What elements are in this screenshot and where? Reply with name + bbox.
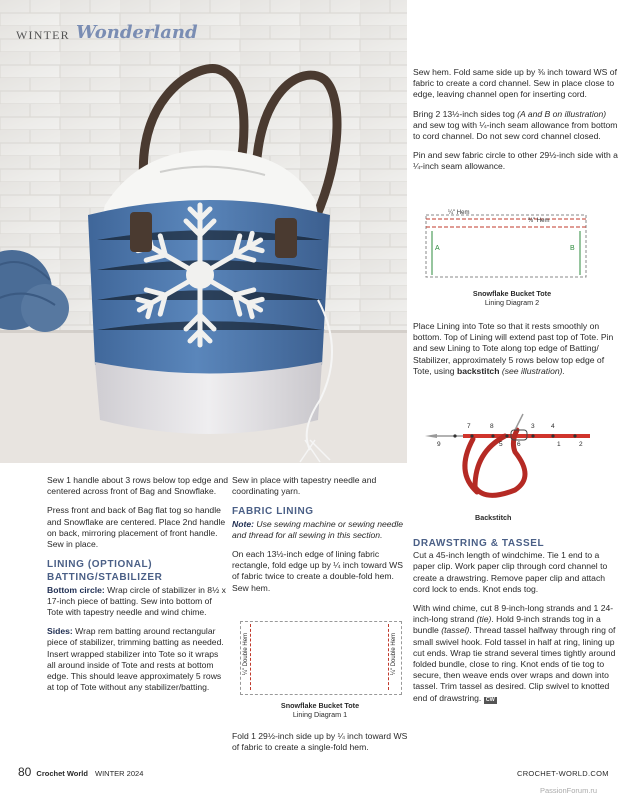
bs-num-7: 7 [467, 423, 471, 430]
para-sew-hem: Sew hem. Fold same side up by ⅜ inch toward WS of fabric to create a cord channel. Sew in place close to edge, leaving channel open for inserting cord. [413, 67, 617, 100]
bs-num-2: 2 [579, 441, 583, 448]
heading-drawstring: DRAWSTRING & TASSEL [413, 538, 545, 549]
para-wind-chime: With wind chime, cut 8 9-inch-long strands and 1 24-inch-long strand (tie). Hold 9-inch strands tog in a bundle (tassel). Thread tassel halfway through ring of small swivel hook. Fold tassel in half at ring, lining up cut ends. Wrap tie strand several times tightly around folded bundle, close to ring. Knot ends of tie tog to secure, then weave ends over wraps and down into tassel. Trim tassel as desired. Clip swivel to knotted end of drawstring. CW [413, 603, 616, 703]
para-place-lining: Place Lining into Tote so that it rests smoothly on bottom. Top of Lining will extend past top of Tote. Pin and sew Lining to Tote along top edge of Batting/ Stabilizer, approximately 5 rows below top edge of Tote, using backstitch (see illustration). [413, 321, 614, 376]
bs-num-3: 3 [531, 423, 535, 430]
header-wonderland: Wonderland [76, 22, 198, 43]
diagram1-line-right [388, 624, 390, 690]
header-winter: WINTER [16, 28, 70, 42]
diagram2-label-a: A [435, 245, 440, 252]
diagram1-title: Snowflake Bucket Tote [280, 701, 360, 710]
para-press-front: Press front and back of Bag flat tog so handle and Snowflake are centered. Place 2nd handle on back, mirroring placement of front handle. Sew in place. [47, 505, 226, 550]
backstitch-caption: Backstitch [475, 513, 512, 522]
bs-num-6: 6 [517, 441, 521, 448]
magazine-name: Crochet World [36, 769, 88, 778]
para-fold-side: Fold 1 29½-inch side up by ¼ inch toward WS of fabric to create a single-fold hem. [232, 731, 408, 753]
right-column-mid [413, 321, 621, 377]
middle-column [232, 475, 408, 594]
para-bottom-circle: Bottom circle: Wrap circle of stabilizer in 8½ x 17-inch piece of batting. Sew into bottom of Tote with tapestry needle and wind chime. [47, 584, 226, 618]
para-cut-length: Cut a 45-inch length of windchime. Tie 1 end to a paper clip. Work paper clip through cord channel to create a drawstring. Remove paper clip and attach cord lock to ends. Knot ends tog. [413, 550, 608, 594]
end-badge: CW [485, 696, 495, 703]
heading-fabric-lining: FABRIC LINING [232, 506, 314, 518]
backstitch-diagram [415, 392, 620, 527]
diagram2-hem2: ⅜" Hem [528, 218, 550, 224]
para-sides: Sides: Wrap rem batting around rectangular piece of stabilizer, trimming batting as needed. Insert wrapped stabilizer into Tote so it wraps all around inside of Tote and rests at bottom edge. This should leave approximately 5 rows at top of Tote without any stabilizer/batting. [47, 626, 224, 693]
heading-batting: BATTING/STABILIZER [47, 572, 163, 584]
right-column-bottom [413, 538, 621, 704]
bs-num-9: 9 [437, 441, 441, 448]
bs-num-4: 4 [551, 423, 555, 430]
diagram1-line-left [250, 624, 252, 690]
para-pin-sew: Pin and sew fabric circle to other 29½-inch side with a ¼-inch seam allowance. [413, 150, 618, 172]
bs-num-5: 5 [499, 441, 503, 448]
lining-diagram-1 [240, 621, 405, 721]
site-url: CROCHET-WORLD.COM [517, 769, 609, 778]
issue-date: WINTER 2024 [95, 769, 144, 778]
para-bring-sides: Bring 2 13½-inch sides tog (A and B on illustration) and sew tog with ¼-inch seam allowance from bottom to cord channel. Do not sew cord channel closed. [413, 108, 618, 142]
watermark: PassionForum.ru [540, 786, 598, 795]
right-column-top [413, 67, 621, 173]
left-column [47, 475, 229, 693]
diagram1-rect [240, 621, 402, 695]
footer-left [18, 765, 143, 779]
lining-diagram-2-drawing [418, 205, 618, 290]
page-number: 80 [18, 765, 32, 779]
diagram1-subtitle: Lining Diagram 1 [292, 710, 348, 719]
diagram1-hem-left: ¼" Double Hem [243, 632, 249, 676]
diagram1-hem-right: ¼" Double Hem [391, 632, 397, 676]
backstitch-drawing [415, 392, 620, 512]
bs-num-1: 1 [557, 441, 561, 448]
middle-column-bottom [232, 731, 408, 753]
diagram2-subtitle: Lining Diagram 2 [484, 298, 540, 307]
diagram2-label-b: B [570, 245, 575, 252]
bs-num-8: 8 [490, 423, 494, 430]
tote-bag-photo [0, 0, 407, 463]
para-note: Note: Use sewing machine or sewing needle and thread for all sewing in this section. [232, 518, 404, 540]
heading-lining: LINING (OPTIONAL) [47, 559, 153, 571]
diagram2-hem1: ¼" Hem [448, 210, 470, 216]
diagram2-title: Snowflake Bucket Tote [472, 289, 552, 298]
section-header [8, 22, 198, 46]
para-sew-handle: Sew 1 handle about 3 rows below top edge and centered across front of Bag and Snowflake. [47, 475, 229, 497]
lining-diagram-2 [418, 205, 618, 310]
para-each-edge: On each 13½-inch edge of lining fabric rectangle, fold edge up by ¼ inch toward WS of fabric twice to create a double-fold hem. Sew hem. [232, 549, 404, 593]
para-sew-place: Sew in place with tapestry needle and coordinating yarn. [232, 475, 377, 497]
